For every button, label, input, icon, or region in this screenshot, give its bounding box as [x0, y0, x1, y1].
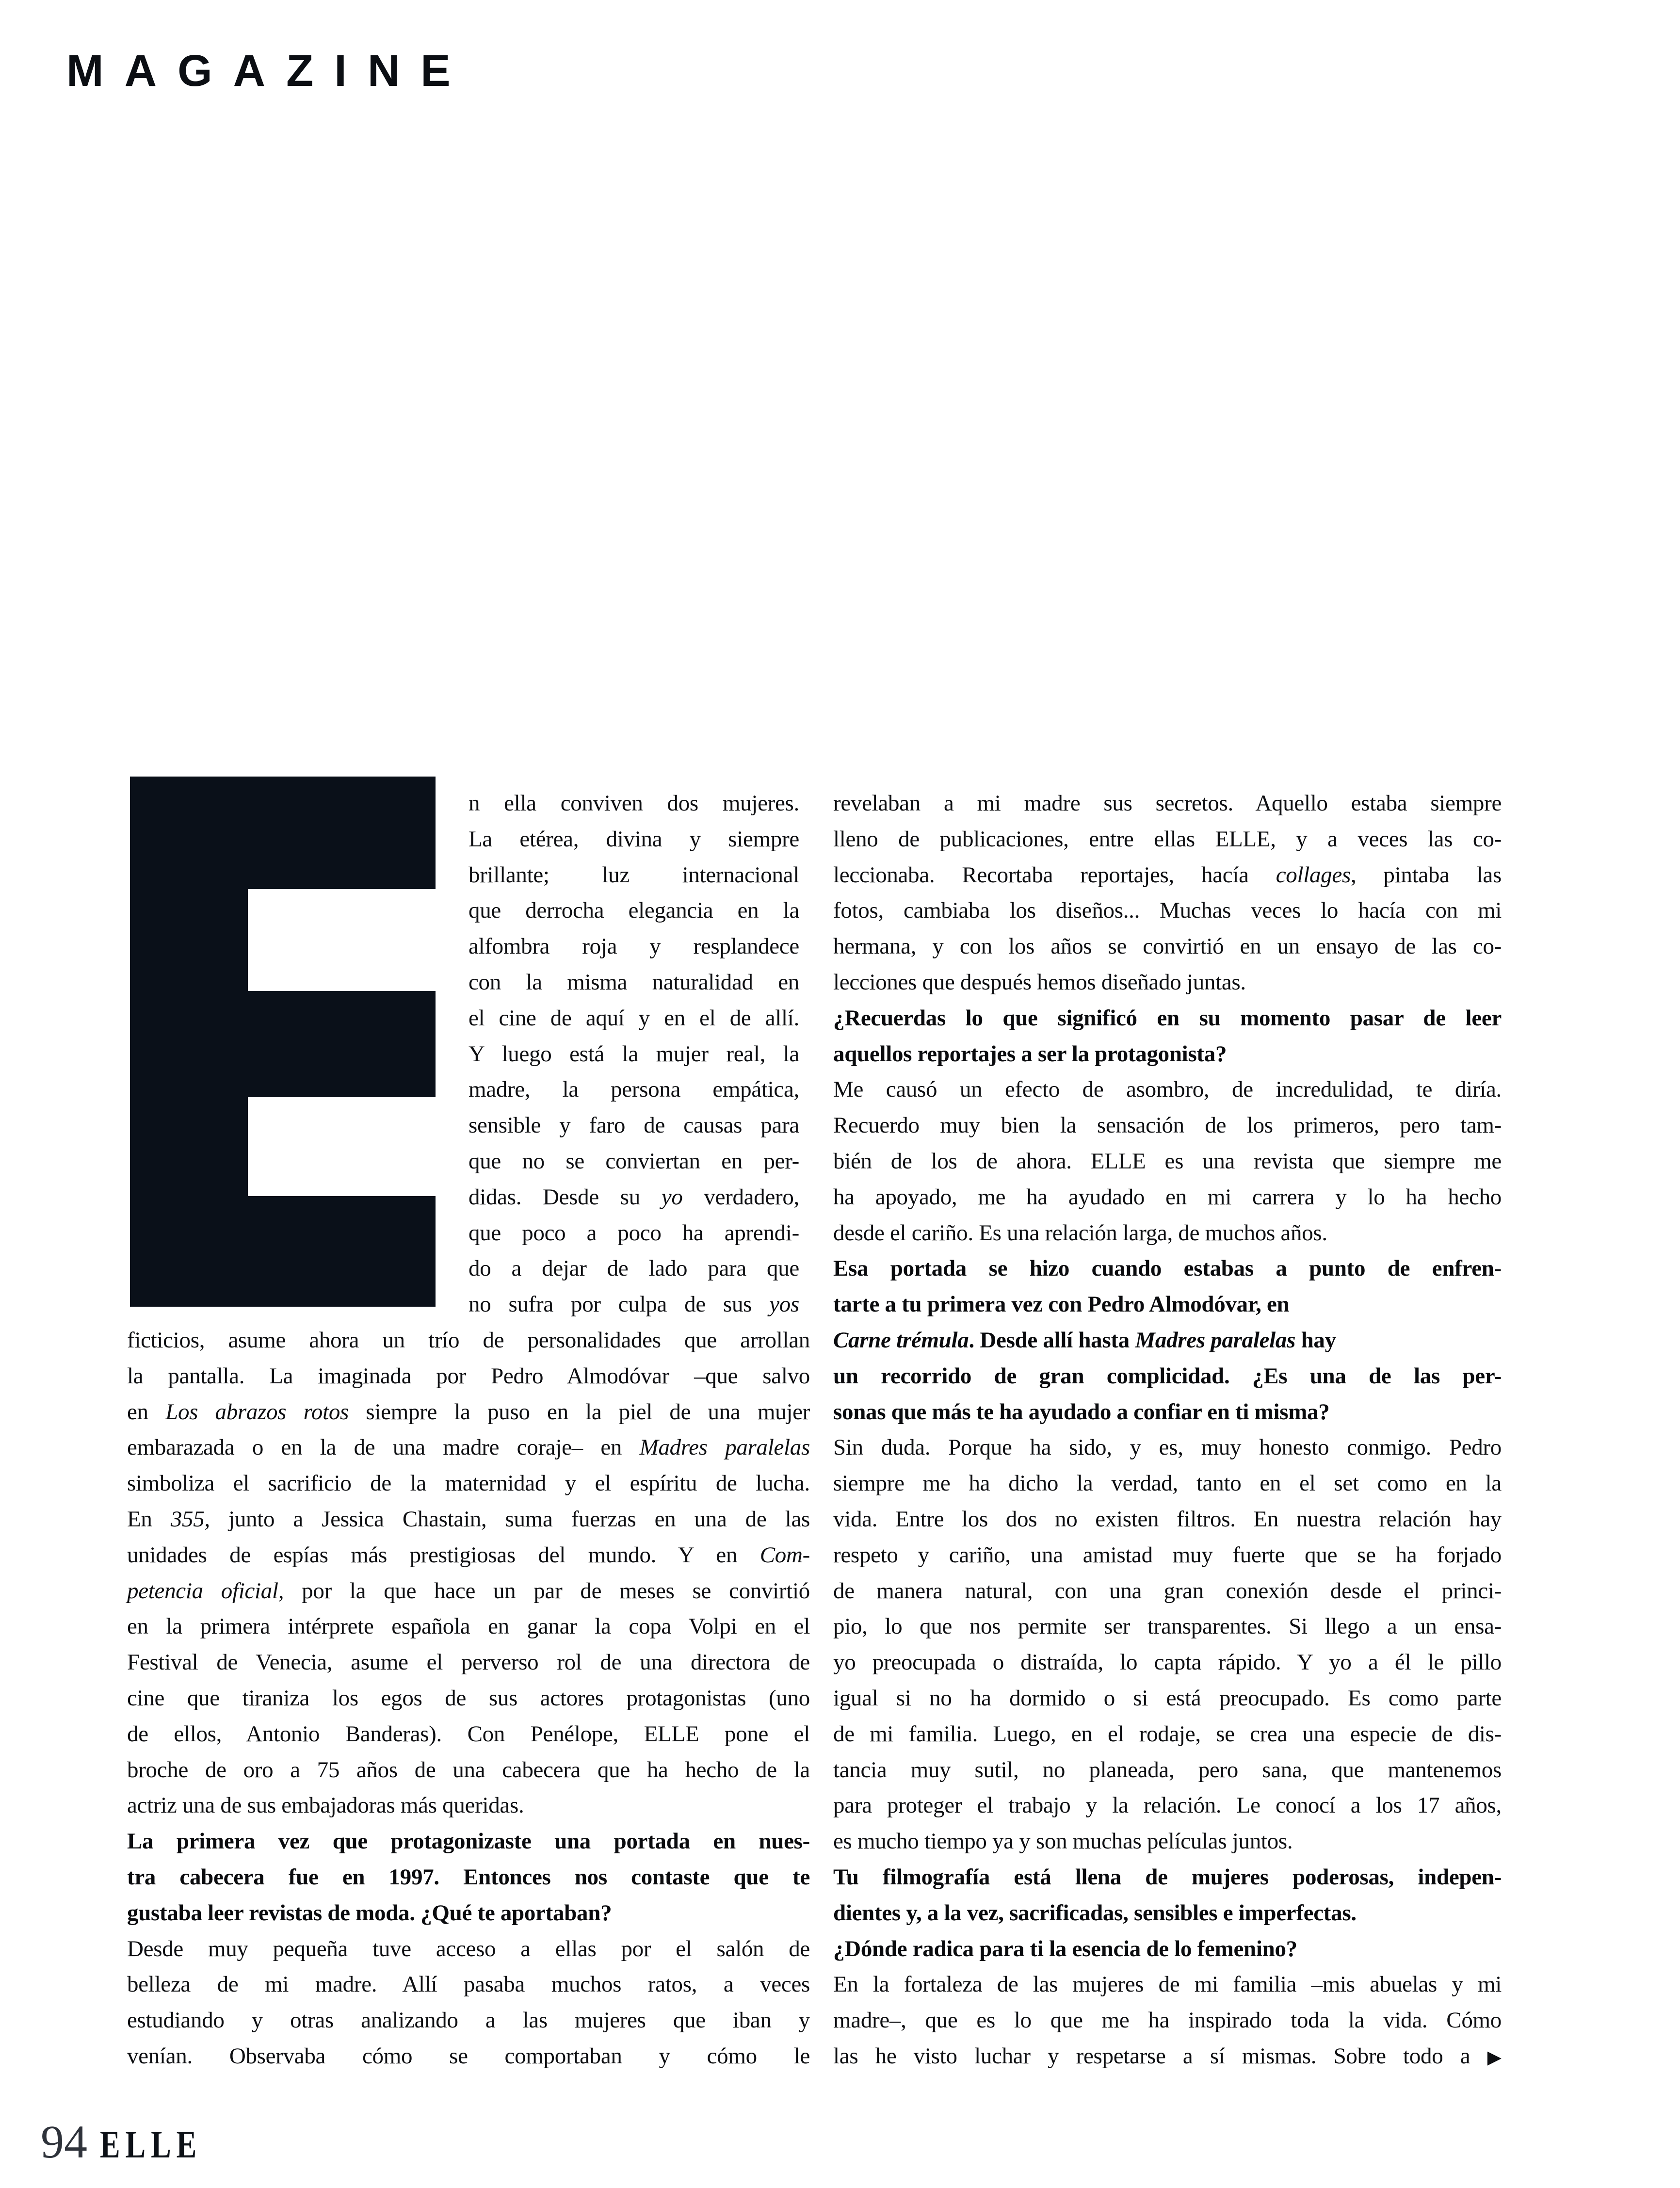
text-line: lecciones que después hemos diseñado juntas. [833, 969, 1246, 995]
text-line: tancia muy sutil, no planeada, pero sana, que mantenemos [833, 1757, 1502, 1783]
text-line: cine que tiraniza los egos de sus actores protagonistas (uno [127, 1685, 810, 1711]
text-line: siempre me ha dicho la verdad, tanto en el set como en la [833, 1471, 1502, 1496]
text-line: con la misma naturalidad en [468, 969, 799, 995]
text-line: Recuerdo muy bien la sensación de los primeros, pero tam- [833, 1113, 1502, 1138]
text-line: sensible y faro de causas para [468, 1113, 799, 1138]
text-line: en Los abrazos rotos siempre la puso en la piel de una mujer [127, 1399, 810, 1425]
text-line: tra cabecera fue en 1997. Entonces nos contaste que te [127, 1864, 810, 1890]
text-line: para proteger el trabajo y la relación. Le conocí a los 17 años, [833, 1793, 1502, 1818]
text-line: aquellos reportajes a ser la protagonista? [833, 1041, 1227, 1067]
text-line: ¿Recuerdas lo que significó en su momento pasar de leer [833, 1005, 1502, 1031]
text-line: embarazada o en la de una madre coraje– en Madres paralelas [127, 1435, 810, 1460]
text-line: vida. Entre los dos no existen filtros. En nuestra relación hay [833, 1506, 1502, 1532]
text-line: alfombra roja y resplandece [468, 934, 799, 959]
text-line: tarte a tu primera vez con Pedro Almodóvar, en [833, 1292, 1290, 1317]
text-line: belleza de mi madre. Allí pasaba muchos ratos, a veces [127, 1972, 810, 1997]
text-line: hermana, y con los años se convirtió en un ensayo de las co- [833, 934, 1502, 959]
text-line: Sin duda. Porque ha sido, y es, muy honesto conmigo. Pedro [833, 1435, 1502, 1460]
text-line: el cine de aquí y en el de allí. [468, 1005, 799, 1031]
text-line: didas. Desde su yo verdadero, [468, 1184, 800, 1210]
text-line: que no se conviertan en per- [468, 1148, 799, 1174]
text-line: revelaban a mi madre sus secretos. Aquello estaba siempre [833, 791, 1502, 816]
text-line: yo preocupada o distraída, lo capta rápido. Y yo a él le pillo [833, 1650, 1502, 1675]
text-line: un recorrido de gran complicidad. ¿Es una de las per- [833, 1363, 1502, 1389]
text-line: estudiando y otras analizando a las mujeres que iban y [127, 2008, 810, 2033]
text-line: pio, lo que nos permite ser transparentes. Si llego a un ensa- [833, 1614, 1502, 1639]
text-line: respeto y cariño, una amistad muy fuerte que se ha forjado [833, 1542, 1502, 1568]
text-line: de ellos, Antonio Banderas). Con Penélope, ELLE pone el [127, 1721, 810, 1747]
text-line: simboliza el sacrificio de la maternidad y el espíritu de lucha. [127, 1471, 810, 1496]
text-line: lleno de publicaciones, entre ellas ELLE, y a veces las co- [833, 826, 1502, 852]
continuation-arrow-icon: ▶ [1487, 2046, 1502, 2068]
text-line: que derrocha elegancia en la [468, 898, 799, 924]
text-line: desde el cariño. Es una relación larga, de muchos años. [833, 1220, 1327, 1246]
text-line: ¿Dónde radica para ti la esencia de lo femenino? [833, 1936, 1297, 1961]
page-footer [41, 2115, 230, 2169]
text-line: la pantalla. La imaginada por Pedro Almodóvar –que salvo [127, 1363, 810, 1389]
text-line: do a dejar de lado para que [468, 1256, 799, 1281]
right-column-text [833, 786, 1502, 2075]
text-line: que poco a poco ha aprendi- [468, 1220, 799, 1246]
text-line: Esa portada se hizo cuando estabas a punto de enfren- [833, 1256, 1502, 1281]
text-line: Y luego está la mujer real, la [468, 1041, 799, 1067]
text-line: Tu filmografía está llena de mujeres poderosas, indepen- [833, 1864, 1502, 1890]
intro-column-text [468, 786, 799, 1323]
text-line: gustaba leer revistas de moda. ¿Qué te aportaban? [127, 1900, 612, 1926]
text-line: venían. Observaba cómo se comportaban y cómo le [127, 2043, 810, 2069]
text-line: de manera natural, con una gran conexión desde el princi- [833, 1578, 1502, 1604]
text-line: Desde muy pequeña tuve acceso a ellas por el salón de [127, 1936, 810, 1961]
text-line: ha apoyado, me ha ayudado en mi carrera y lo ha hecho [833, 1184, 1502, 1210]
text-line: Me causó un efecto de asombro, de incredulidad, te diría. [833, 1077, 1502, 1102]
text-line: no sufra por culpa de sus yos [468, 1292, 799, 1317]
text-line: unidades de espías más prestigiosas del mundo. Y en Com- [127, 1542, 810, 1568]
left-column-text [127, 1323, 810, 2075]
text-line: en la primera intérprete española en ganar la copa Volpi en el [127, 1614, 810, 1639]
text-line: dientes y, a la vez, sacrificadas, sensibles e imperfectas. [833, 1900, 1357, 1926]
text-line: sonas que más te ha ayudado a confiar en ti misma? [833, 1399, 1330, 1425]
text-line: leccionaba. Recortaba reportajes, hacía collages, pintaba las [833, 862, 1502, 888]
dropcap-letter-e [130, 777, 436, 1307]
text-line: La etérea, divina y siempre [468, 826, 799, 852]
text-line: bién de los de ahora. ELLE es una revista que siempre me [833, 1148, 1502, 1174]
text-line: brillante; luz internacional [468, 862, 799, 888]
text-line: petencia oficial, por la que hace un par de meses se convirtió [127, 1578, 810, 1604]
text-line: Carne trémula. Desde allí hasta Madres paralelas hay [833, 1327, 1336, 1353]
page-number: 94 [41, 2116, 87, 2168]
text-line: madre–, que es lo que me ha inspirado toda la vida. Cómo [833, 2008, 1502, 2033]
text-line: n ella conviven dos mujeres. [468, 791, 799, 816]
text-line: madre, la persona empática, [468, 1077, 799, 1102]
text-line: de mi familia. Luego, en el rodaje, se crea una especie de dis- [833, 1721, 1502, 1747]
text-line: La primera vez que protagonizaste una portada en nues- [127, 1829, 810, 1854]
text-line: igual si no ha dormido o si está preocupado. Es como parte [833, 1685, 1502, 1711]
dropcap-notch-lower [248, 1097, 436, 1196]
text-line: es mucho tiempo ya y son muchas películas juntos. [833, 1829, 1293, 1854]
text-line: fotos, cambiaba los diseños... Muchas veces lo hacía con mi [833, 898, 1502, 924]
text-line: En la fortaleza de las mujeres de mi familia –mis abuelas y mi [833, 1972, 1502, 1997]
dropcap-notch-upper [248, 889, 436, 991]
magazine-section-title: MAGAZINE [66, 46, 471, 96]
text-line: En 355, junto a Jessica Chastain, suma fuerzas en una de las [127, 1506, 810, 1532]
text-line: Festival de Venecia, asume el perverso rol de una directora de [127, 1650, 810, 1675]
elle-logo: ELLE [100, 2123, 202, 2166]
text-line: las he visto luchar y respetarse a sí mismas. Sobre todo a ▶ [833, 2043, 1502, 2069]
text-line: ficticios, asume ahora un trío de personalidades que arrollan [127, 1328, 810, 1353]
text-line: actriz una de sus embajadoras más queridas. [127, 1793, 524, 1818]
text-line: broche de oro a 75 años de una cabecera que ha hecho de la [127, 1757, 810, 1783]
